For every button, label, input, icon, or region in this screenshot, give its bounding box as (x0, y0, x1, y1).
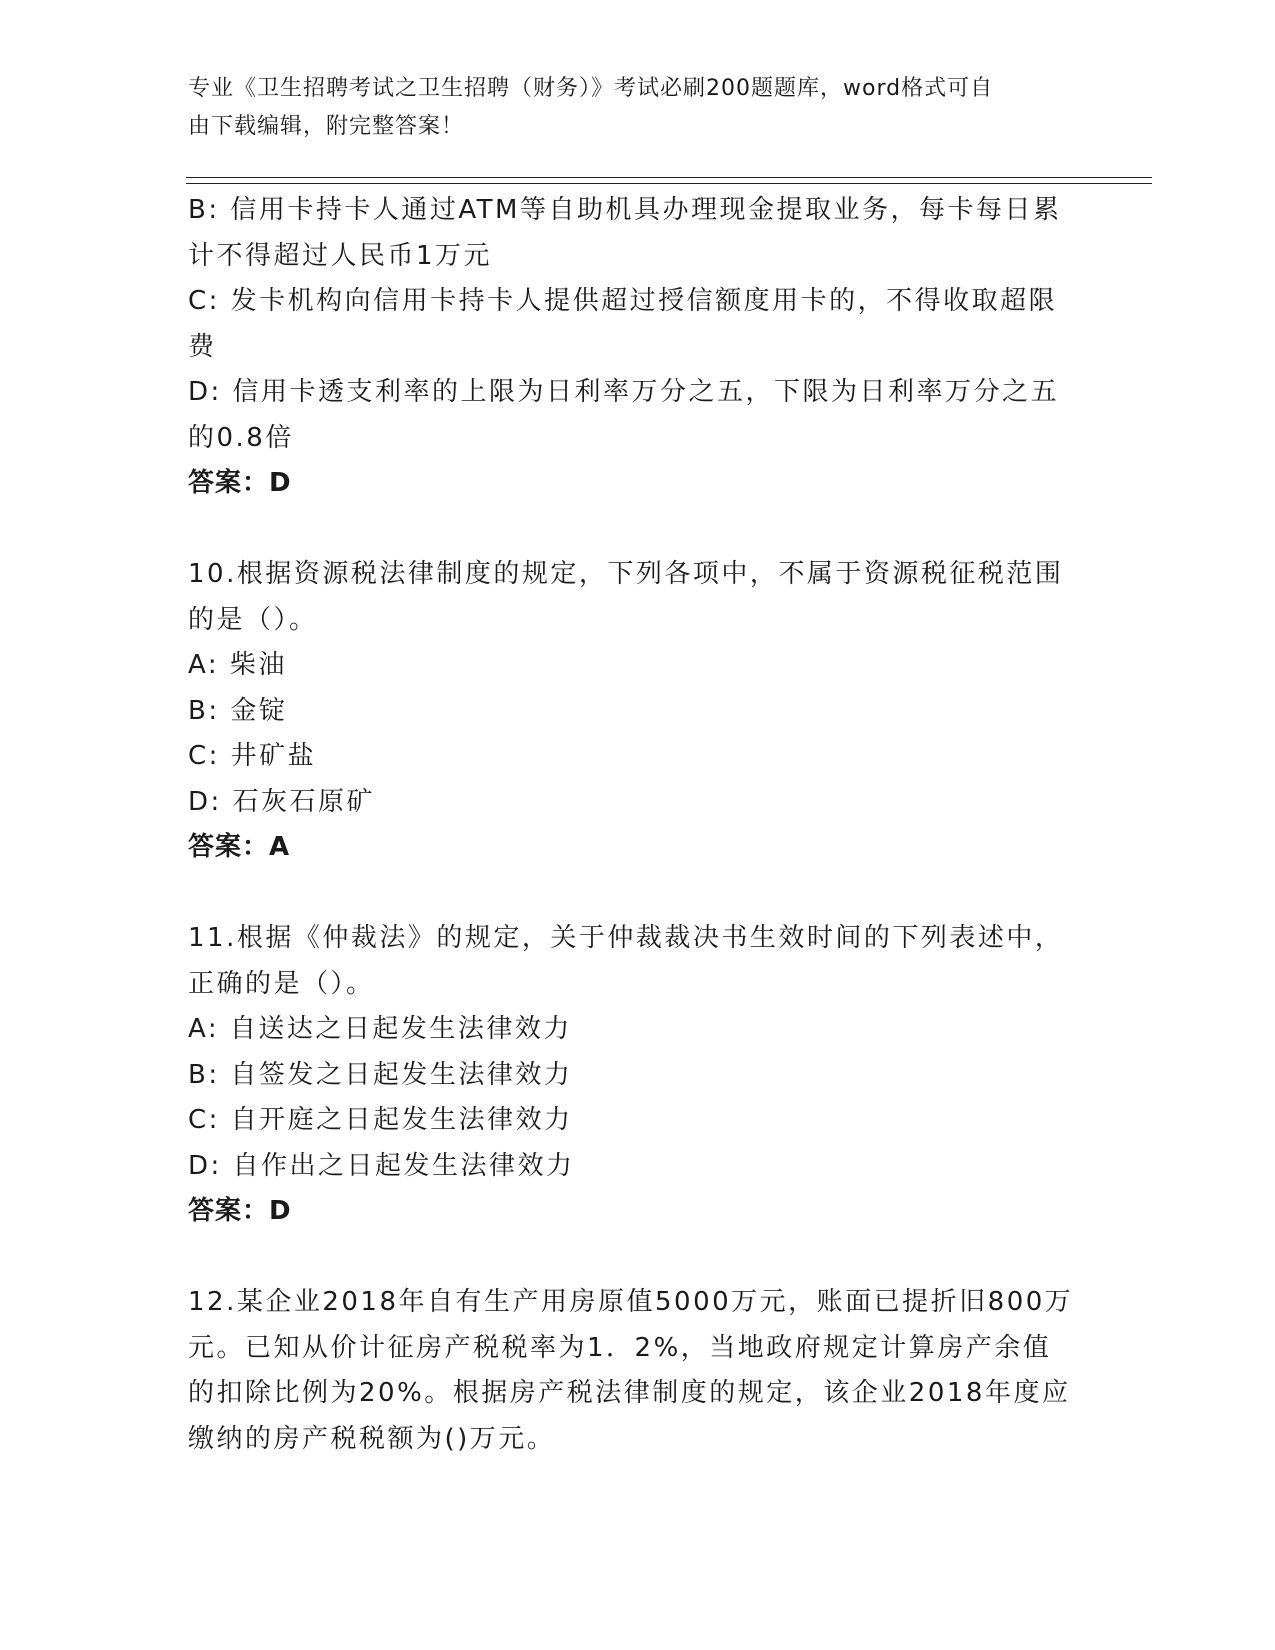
spacer (188, 1235, 1088, 1281)
question-12-stem-line-3: 的扣除比例为20%。根据房产税法律制度的规定，该企业2018年度应 (188, 1378, 1071, 1408)
answer-9: 答案：D (188, 468, 292, 498)
question-11-option-d: D: 自作出之日起发生法律效力 (188, 1150, 575, 1181)
option-b-line-1: B: 信用卡持卡人通过ATM等自助机具办理现金提取业务，每卡每日累 (188, 195, 1062, 225)
document-header (188, 70, 1068, 146)
option-d-line-1: D: 信用卡透支利率的上限为日利率万分之五，下限为日利率万分之五 (188, 377, 1060, 407)
option-d-line-2: 的0.8倍 (188, 422, 294, 453)
spacer (188, 871, 1088, 917)
question-12-stem-line-1: 12.某企业2018年自有生产用房原值5000万元，账面已提折旧800万 (188, 1287, 1074, 1317)
header-line-1: 专业《卫生招聘考试之卫生招聘（财务）》考试必刷200题题库，word格式可自 (188, 76, 994, 101)
header-line-2: 由下载编辑，附完整答案！ (188, 114, 465, 139)
header-divider-top (186, 177, 1152, 178)
question-12-stem-line-4: 缴纳的房产税税额为()万元。 (188, 1423, 556, 1454)
answer-11: 答案：D (188, 1196, 292, 1226)
question-11 (188, 916, 1088, 1235)
question-content (188, 188, 1088, 1462)
option-c-line-2: 费 (188, 331, 217, 362)
question-12-stem-line-2: 元。已知从价计征房产税税率为1．2%，当地政府规定计算房产余值 (188, 1332, 1052, 1363)
question-11-option-b: B: 自签发之日起发生法律效力 (188, 1059, 573, 1090)
answer-10: 答案：A (188, 832, 291, 862)
question-10 (188, 552, 1088, 871)
option-b-line-2: 计不得超过人民币1万元 (188, 240, 493, 271)
question-12 (188, 1280, 1088, 1462)
question-11-option-a: A: 自送达之日起发生法律效力 (188, 1014, 572, 1044)
question-10-option-d: D: 石灰石原矿 (188, 786, 376, 817)
option-c-line-1: C: 发卡机构向信用卡持卡人提供超过授信额度用卡的，不得收取超限 (188, 286, 1058, 316)
question-11-stem-line-2: 正确的是（）。 (188, 968, 375, 999)
question-11-option-c: C: 自开庭之日起发生法律效力 (188, 1105, 573, 1135)
question-10-stem-line-1: 10.根据资源税法律制度的规定，下列各项中，不属于资源税征税范围 (188, 559, 1064, 589)
spacer (188, 507, 1088, 553)
question-10-option-b: B: 金锭 (188, 695, 288, 726)
question-9-tail (188, 188, 1088, 507)
header-divider-bottom (186, 183, 1152, 184)
question-11-stem-line-1: 11.根据《仲裁法》的规定，关于仲裁裁决书生效时间的下列表述中， (188, 923, 1064, 953)
question-10-stem-line-2: 的是（）。 (188, 604, 318, 635)
question-10-option-a: A: 柴油 (188, 650, 287, 680)
question-10-option-c: C: 井矿盐 (188, 741, 317, 771)
